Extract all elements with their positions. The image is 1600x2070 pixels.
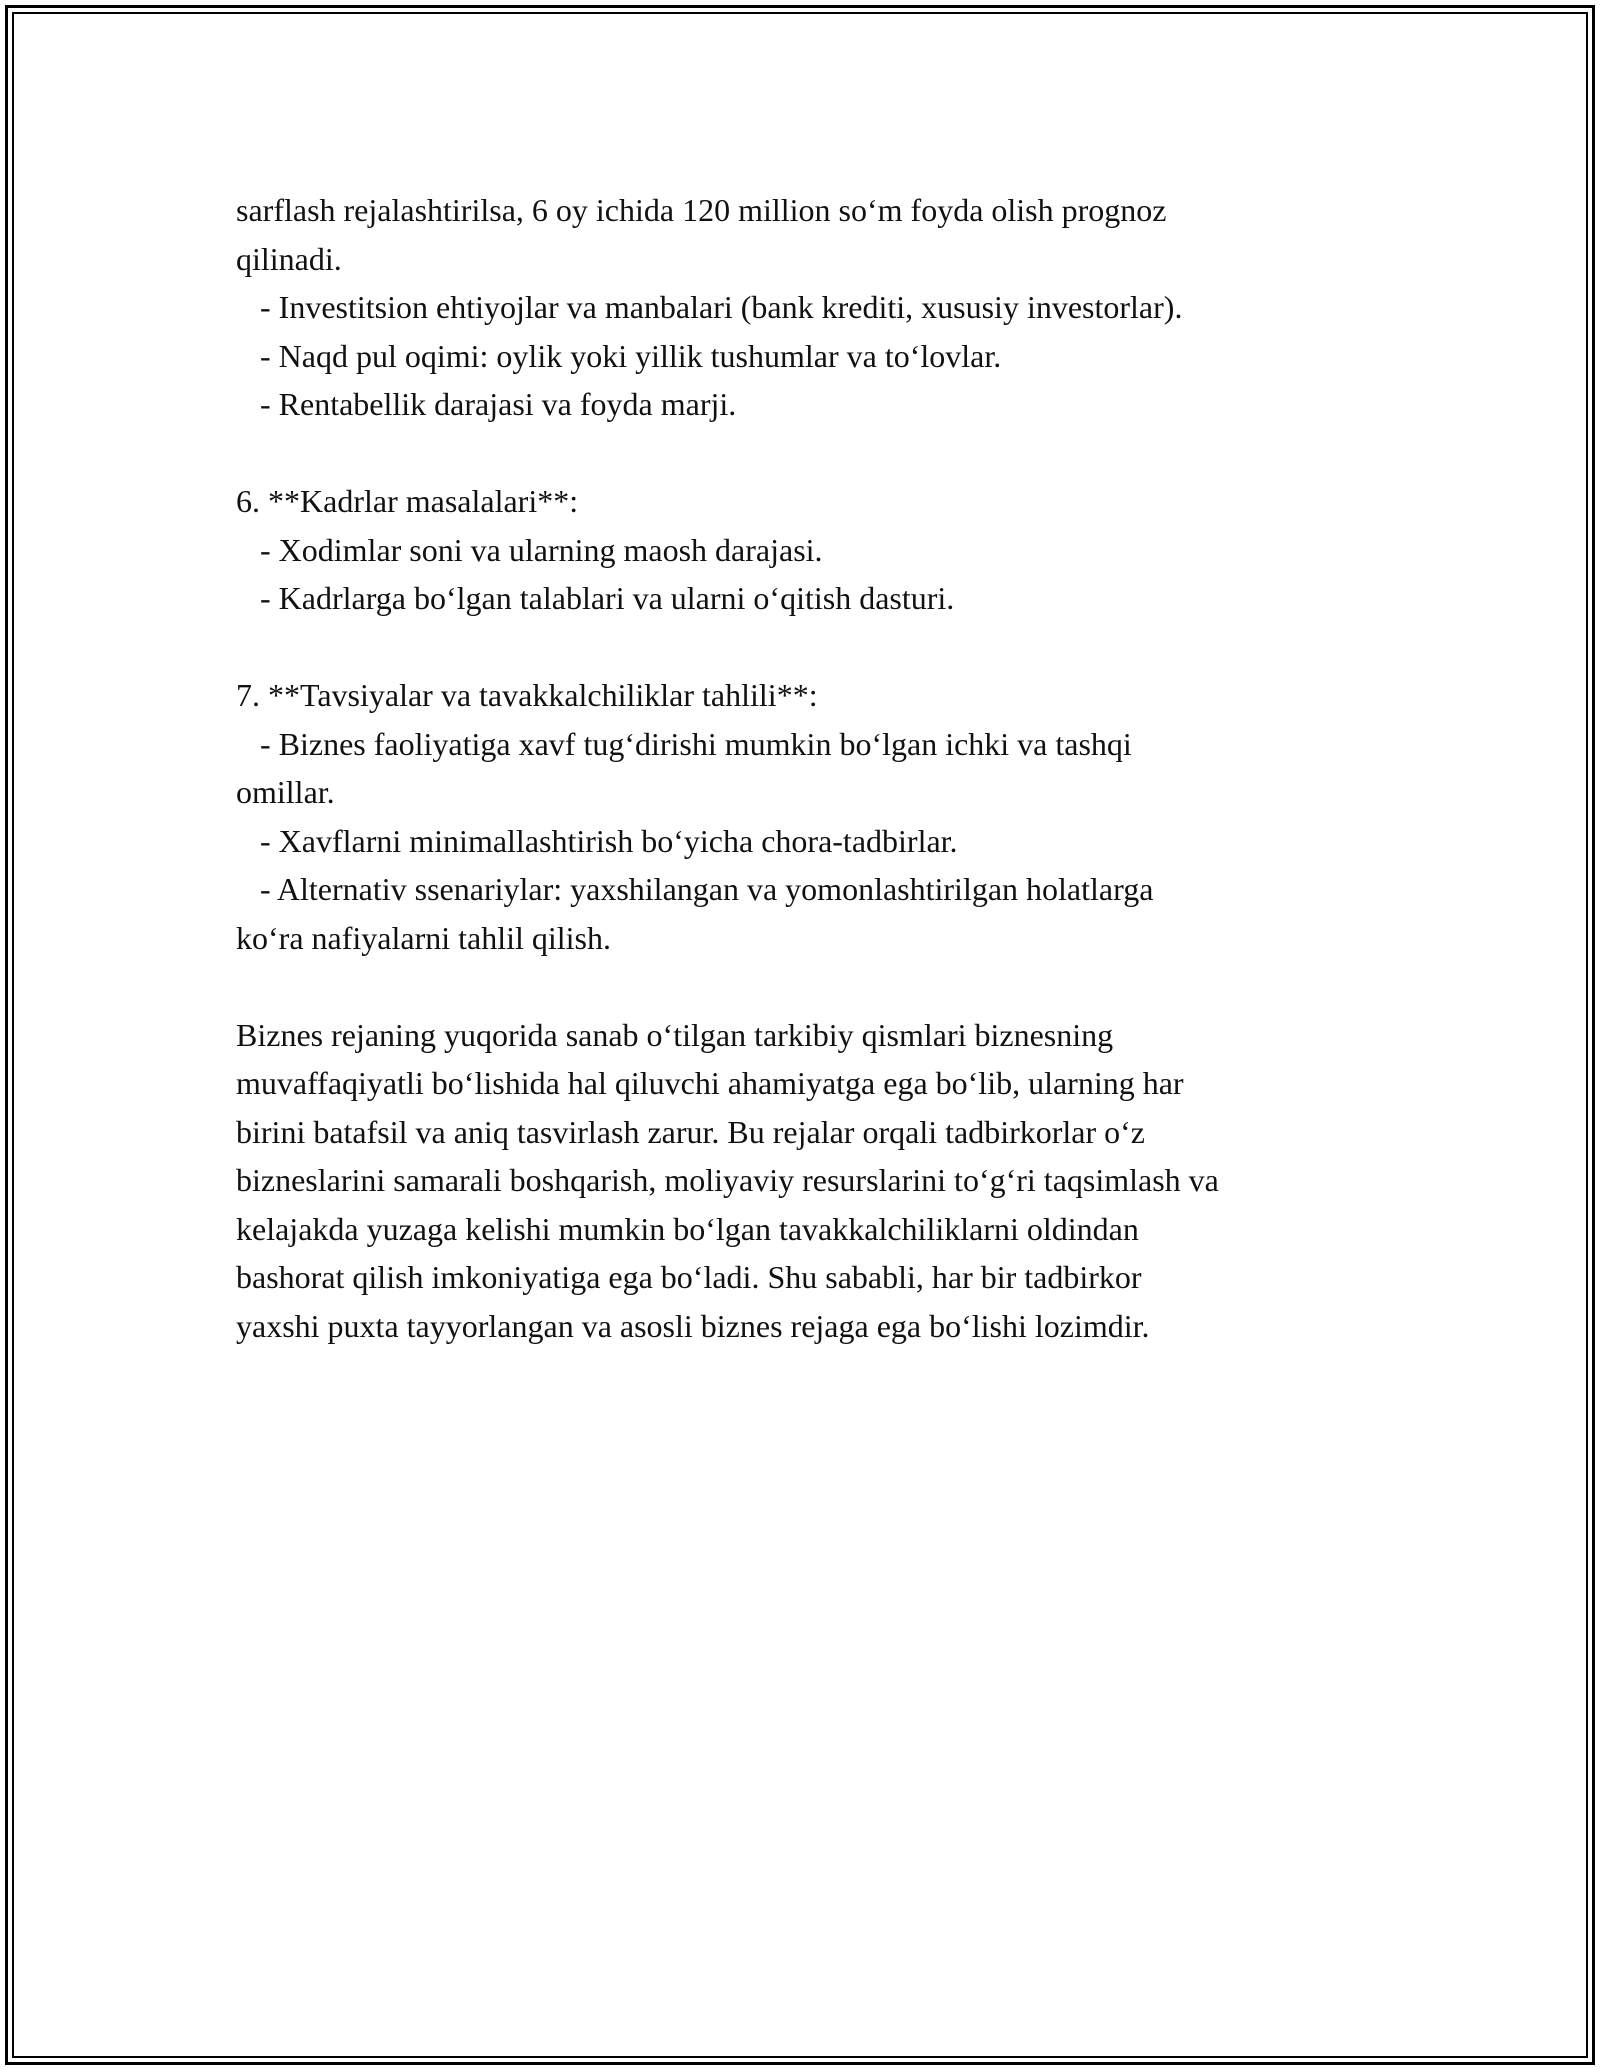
list-item-profitability: - Rentabellik darajasi va foyda marji. bbox=[236, 386, 737, 422]
list-item-investments: - Investitsion ehtiyojlar va manbalari (bank krediti, xususiy investorlar). bbox=[236, 289, 1183, 325]
text-line: omillar. bbox=[236, 774, 335, 810]
text-line: sarflash rejalashtirilsa, 6 oy ichida 120 million so‘m foyda olish prognoz bbox=[236, 192, 1167, 228]
conclusion-line: yaxshi puxta tayyorlangan va asosli biznes rejaga ega bo‘lishi lozimdir. bbox=[236, 1307, 1150, 1344]
list-item-staff-training: - Kadrlarga bo‘lgan talablari va ularni o‘qitish dasturi. bbox=[236, 580, 955, 616]
section-heading-7: 7. **Tavsiyalar va tavakkalchiliklar tahlili**: bbox=[236, 677, 818, 713]
list-item-staff-count: - Xodimlar soni va ularning maosh darajasi. bbox=[236, 531, 823, 568]
blank-line bbox=[236, 429, 1396, 478]
conclusion-line: birini batafsil va aniq tasvirlash zarur. Bu rejalar orqali tadbirkorlar o‘z bbox=[236, 1113, 1145, 1150]
blank-line bbox=[236, 623, 1396, 672]
list-item-scenarios: - Alternativ ssenariylar: yaxshilangan va yomonlashtirilgan holatlarga bbox=[236, 871, 1154, 907]
list-item-risk-mitigation: - Xavflarni minimallashtirish bo‘yicha chora-tadbirlar. bbox=[236, 822, 958, 859]
list-item-risk-factors: - Biznes faoliyatiga xavf tug‘dirishi mumkin bo‘lgan ichki va tashqi bbox=[236, 725, 1132, 762]
blank-line bbox=[236, 962, 1396, 1011]
text-line: ko‘ra nafiyalarni tahlil qilish. bbox=[236, 919, 611, 956]
conclusion-line: kelajakda yuzaga kelishi mumkin bo‘lgan tavakkalchiliklarni oldindan bbox=[236, 1210, 1139, 1247]
conclusion-line: bizneslarini samarali boshqarish, moliyaviy resurslarini to‘g‘ri taqsimlash va bbox=[236, 1162, 1219, 1198]
text-line: qilinadi. bbox=[236, 240, 342, 277]
list-item-cash-flow: - Naqd pul oqimi: oylik yoki yillik tushumlar va to‘lovlar. bbox=[236, 337, 1002, 374]
section-heading-6: 6. **Kadrlar masalalari**: bbox=[236, 483, 579, 519]
conclusion-line: Biznes rejaning yuqorida sanab o‘tilgan tarkibiy qismlari biznesning bbox=[236, 1016, 1114, 1053]
document-body bbox=[236, 186, 1396, 1350]
conclusion-line: muvaffaqiyatli bo‘lishida hal qiluvchi ahamiyatga ega bo‘lib, ularning har bbox=[236, 1065, 1184, 1101]
conclusion-line: bashorat qilish imkoniyatiga ega bo‘ladi. Shu sababli, har bir tadbirkor bbox=[236, 1259, 1142, 1295]
